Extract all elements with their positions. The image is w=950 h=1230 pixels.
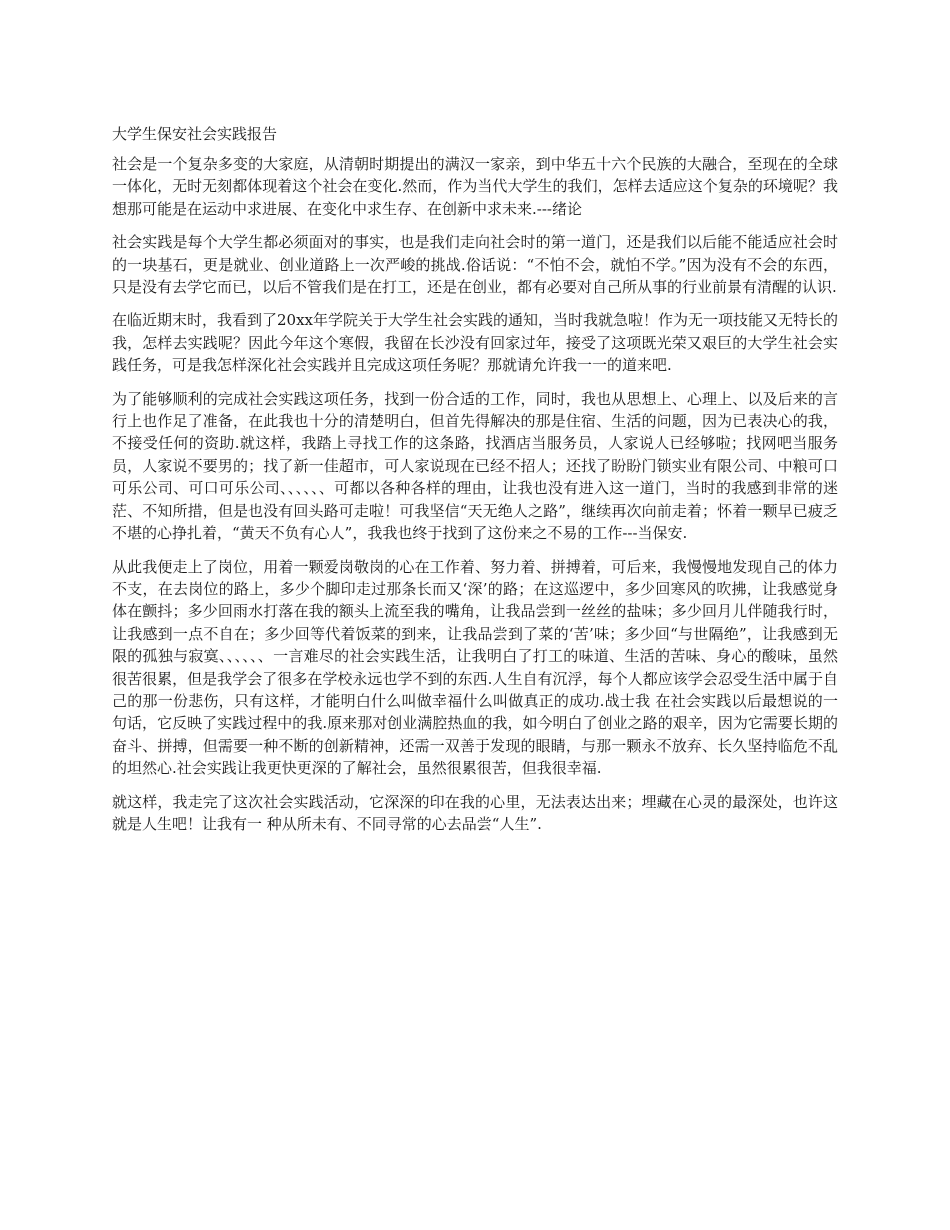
document-title: 大学生保安社会实践报告: [112, 125, 278, 143]
paragraph-conclusion: 就这样，我走完了这次社会实践活动，它深深的印在我的心里，无法表达出来；埋藏在心灵的最深处，也许这就是人生吧！让我有一 种从所未有、不同寻常的心去品尝“人生”.: [112, 792, 838, 833]
paragraph-notice: 在临近期末时，我看到了20xx年学院关于大学生社会实践的通知，当时我就急啦！作为无一项技能又无特长的我，怎样去实践呢？因此今年这个寒假，我留在长沙没有回家过年，接受了这项既光荣又艰巨的大学生社会实践任务，可是我怎样深化社会实践并且完成这项任务呢？那就请允许我一一的道来吧.: [112, 311, 839, 375]
paragraph-work-experience: 从此我便走上了岗位，用着一颗爱岗敬岗的心在工作着、努力着、拼搏着，可后来，我慢慢地发现自己的体力不支，在去岗位的路上，多少个脚印走过那条长而又‘深’的路；在这巡逻中，多少回寒风的吹拂，让我感觉身体在颤抖；多少回雨水打落在我的额头上流至我的嘴角，让我品尝到一丝丝的盐味；多少回月儿伴随我行时，让我感到一点不自在；多少回等代着饭菜的到来，让我品尝到了菜的‘苦’味；多少回“与世隔绝”，让我感到无限的孤独与寂寞、、、、、、一言难尽的社会实践生活，让我明白了打工的味道、生活的苦味、身心的酸味，虽然很苦很累，但是我学会了很多在学校永远也学不到的东西.人生自有沉浮，每个人都应该学会忍受生活中属于自己的那一份悲伤，只有这样，才能明白什么叫做幸福什么叫做真正的成功.战士我 在社会实践以后最想说的一句话，它反映了实践过程中的我.原来那对创业满腔热血的我，如今明白了创业之路的艰辛，因为它需要长期的奋斗、拼搏，但需要一种不断的创新精神，还需一双善于发现的眼睛，与那一颗永不放弃、长久坚持临危不乱的坦然心.社会实践让我更快更深的了解社会，虽然很累很苦，但我很幸福.: [112, 557, 838, 778]
document-page: [112, 123, 838, 846]
paragraph-job-search: 为了能够顺利的完成社会实践这项任务，找到一份合适的工作，同时，我也从思想上、心理上、以及后来的言行上也作足了准备，在此我也十分的清楚明白，但首先得解决的那是住宿、生活的问题，因为已表决心的我，不接受任何的资助.就这样，我踏上寻找工作的这条路，找酒店当服务员，人家说人已经够啦；找网吧当服务员，人家说不要男的；找了新一佳超市，可人家说现在已经不招人；还找了盼盼门锁实业有限公司、中粮可口可乐公司、可口可乐公司、、、、、、可都以各种各样的理由，让我也没有进入这一道门，当时的我感到非常的迷茫、不知所措，但是也没有回头路可走啦！可我坚信“天无绝人之路”，继续再次向前走着；怀着一颗早已疲乏不堪的心挣扎着，“黄天不负有心人”，我我也终于找到了这份来之不易的工作---当保安.: [112, 389, 838, 543]
paragraph-practice-meaning: 社会实践是每个大学生都必须面对的事实，也是我们走向社会时的第一道门，还是我们以后能不能适应社会时的一块基石，更是就业、创业道路上一次严峻的挑战.俗话说：“不怕不会，就怕不学。”因为没有不会的东西，只是没有去学它而已，以后不管我们是在打工，还是在创业，都有必要对自己所从事的行业前景有清醒的认识.: [112, 233, 838, 297]
paragraph-intro: 社会是一个复杂多变的大家庭，从清朝时期提出的满汉一家亲，到中华五十六个民族的大融合，至现在的全球一体化，无时无刻都体现着这个社会在变化.然而，作为当代大学生的我们，怎样去适应这个复杂的环境呢？我想那可能是在运动中求进展、在变化中求生存、在创新中求未来.---绪论: [112, 155, 838, 218]
